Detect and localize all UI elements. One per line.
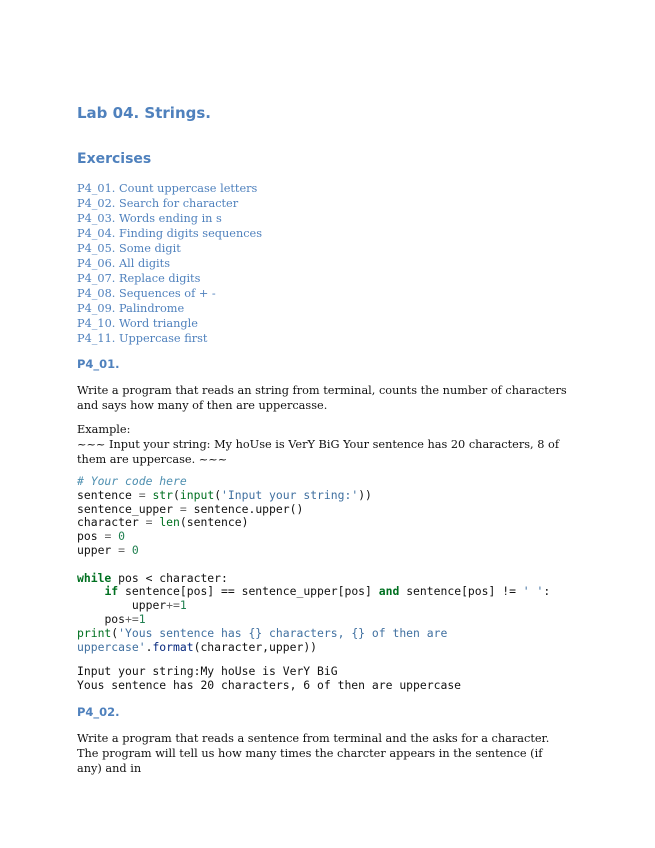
code-token: sentence.upper() xyxy=(193,501,304,516)
code-token: 0 xyxy=(118,529,126,544)
code-token: format xyxy=(152,639,194,654)
output-line: Yous sentence has 20 characters, 6 of then are uppercase xyxy=(77,677,462,692)
code-token: ' ' xyxy=(522,584,544,599)
p4-01-code-block: # Your code here sentence = str(input('Input your string:')) sentence_upper = sentence.upper() character = len(sentence) pos = 0 upper = 0 while pos < character: if sentence[pos] == sentence_upper[pos] and sentence[pos] != ' ': upper+=1 pos+=1 print('Yous sentence has {} characters, {} of then are uppercase'.format(character,upper)) xyxy=(77,474,551,654)
toc-link-p4-10[interactable]: P4_10. Word triangle xyxy=(77,317,198,330)
toc-link-p4-11[interactable]: P4_11. Uppercase first xyxy=(77,332,208,345)
p4-02-description: Write a program that reads a sentence from terminal and the asks for a character. The program will tell us how many times the charcter appears in the sentence (if any) and in xyxy=(77,732,550,775)
toc-link-p4-01[interactable]: P4_01. Count uppercase letters xyxy=(77,182,258,195)
output-line: Input your string:My hoUse is VerY BiG xyxy=(77,664,338,678)
code-token: (character,upper)) xyxy=(193,639,318,654)
toc-link-p4-02[interactable]: P4_02. Search for character xyxy=(77,197,239,210)
code-comment: # Your code here xyxy=(77,474,187,488)
toc-link-p4-06[interactable]: P4_06. All digits xyxy=(77,257,170,270)
toc-link-p4-03[interactable]: P4_03. Words ending in s xyxy=(77,212,222,225)
code-token: if xyxy=(104,584,119,599)
code-token: (sentence) xyxy=(179,515,249,530)
p4-01-example xyxy=(77,422,569,467)
code-token: 'Yous sentence has {} characters, {} of then are xyxy=(118,625,448,640)
code-token: 1 xyxy=(138,611,146,626)
code-token: 'Input your string:' xyxy=(221,487,359,502)
p4-01-output-block xyxy=(77,665,461,693)
code-token: pos xyxy=(77,529,98,544)
p4-01-heading: P4_01. xyxy=(77,357,120,371)
p4-02-heading: P4_02. xyxy=(77,705,120,719)
code-token: 1 xyxy=(179,598,187,613)
code-token: += xyxy=(125,611,139,626)
code-token: upper xyxy=(131,598,167,613)
toc-link-p4-05[interactable]: P4_05. Some digit xyxy=(77,242,181,255)
code-token: while xyxy=(77,570,112,585)
code-token: sentence_upper xyxy=(77,501,174,516)
toc-link-p4-07[interactable]: P4_07. Replace digits xyxy=(77,272,201,285)
code-token: sentence[pos] == sentence_upper[pos] xyxy=(118,584,379,599)
code-token: pos < character: xyxy=(111,570,228,585)
code-token: += xyxy=(166,598,180,613)
code-token: input xyxy=(179,487,215,502)
example-label: Example: xyxy=(77,423,131,436)
toc-link-p4-08[interactable]: P4_08. Sequences of + - xyxy=(77,287,216,300)
page-title: Lab 04. Strings. xyxy=(77,104,211,122)
code-token: print xyxy=(77,625,112,640)
code-token: upper xyxy=(77,542,112,557)
code-token: character xyxy=(77,515,139,530)
code-token: len xyxy=(159,515,180,530)
code-token: pos xyxy=(104,611,126,626)
p4-01-description: Write a program that reads an string from terminal, counts the number of characters and says how many of then are uppercasse. xyxy=(77,384,567,412)
code-token: uppercase' xyxy=(77,639,146,654)
example-text: ~~~ Input your string: My hoUse is VerY BiG Your sentence has 20 characters, 8 of them are uppercase. ~~~ xyxy=(77,438,560,466)
toc-link-p4-09[interactable]: P4_09. Palindrome xyxy=(77,302,185,315)
code-token: 0 xyxy=(131,542,139,557)
code-token: : xyxy=(543,584,551,599)
toc-link-p4-04[interactable]: P4_04. Finding digits sequences xyxy=(77,227,263,240)
code-token: sentence[pos] != xyxy=(399,584,523,599)
code-token: str xyxy=(152,487,174,502)
exercises-heading: Exercises xyxy=(77,151,152,167)
exercise-toc xyxy=(77,181,262,346)
code-token: and xyxy=(378,584,400,599)
code-token: sentence xyxy=(77,487,132,502)
